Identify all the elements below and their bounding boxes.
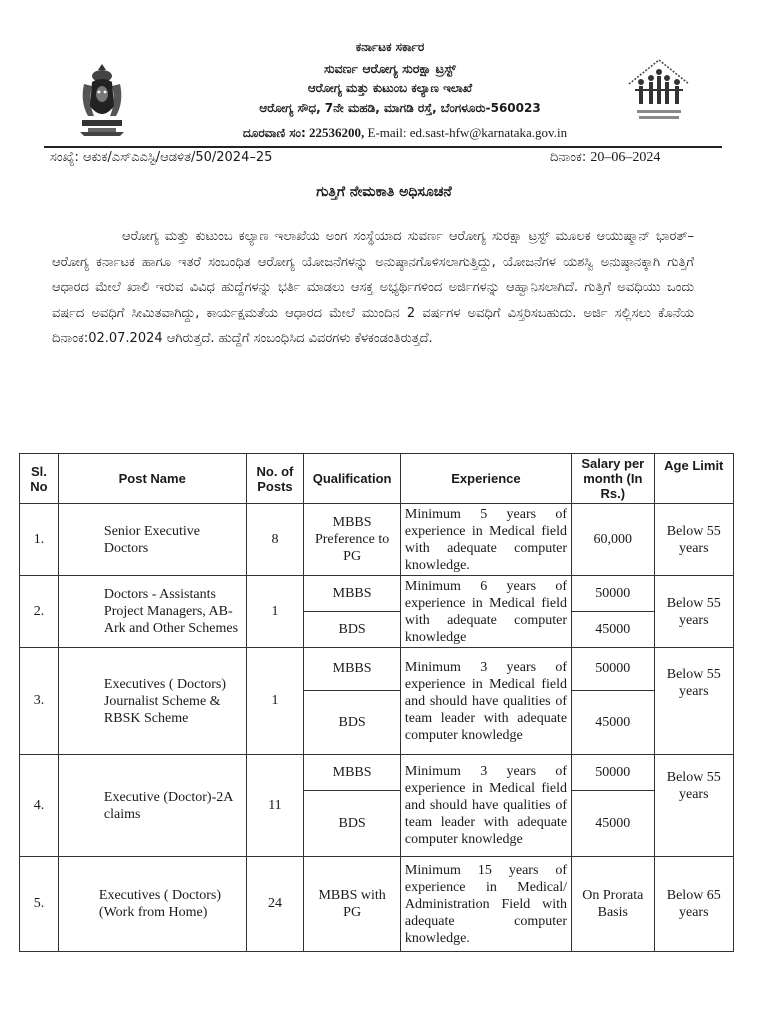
cell-num: 11 — [246, 755, 304, 857]
cell-salary: 50000 — [572, 576, 655, 612]
header-experience: Experience — [400, 454, 571, 504]
department-name: ಆರೋಗ್ಯ ಮತ್ತು ಕುಟುಂಬ ಕಲ್ಯಾಣ ಇಲಾಖೆ — [307, 81, 473, 95]
table-row — [20, 857, 734, 952]
notice-body: ಆರೋಗ್ಯ ಮತ್ತು ಕುಟುಂಬ ಕಲ್ಯಾಣ ಇಲಾಖೆಯ ಅಂಗ ಸಂಸ್ಥೆಯಾದ ಸುವರ್ಣ ಆರೋಗ್ಯ ಸುರಕ್ಷಾ ಟ್ರಸ್ಟ್ ಮೂಲಕ ಆಯುಷ್ಮಾನ್ ಭಾರತ್–ಆರೋಗ್ಯ ಕರ್ನಾಟಕ ಹಾಗೂ ಇತರೆ ಸಂಬಂಧಿತ ಆರೋಗ್ಯ ಯೋಜನೆಗಳನ್ನು ಅನುಷ್ಠಾನಗೊಳಿಸಲಾಗುತ್ತಿದ್ದು, ಯೋಜನೆಗಳ ಯಶಸ್ವಿ ಅನುಷ್ಠಾನಕ್ಕಾಗಿ ಗುತ್ತಿಗೆ ಆಧಾರದ ಮೇಲೆ ಖಾಲಿ ಇರುವ ವಿವಿಧ ಹುದ್ದೆಗಳನ್ನು ಭರ್ತಿ ಮಾಡಲು ಆಸಕ್ತ ಅಭ್ಯರ್ಥಿಗಳಿಂದ ಅರ್ಜಿಗಳನ್ನು ಆಹ್ವಾನಿಸಲಾಗಿದೆ. ಗುತ್ತಿಗೆ ಅವಧಿಯು ಒಂದು ವರ್ಷದ ಅವಧಿಗೆ ಸೀಮಿತವಾಗಿದ್ದು, ಕಾರ್ಯಕ್ಷಮತೆಯ ಆಧಾರದ ಮೇಲೆ ಮುಂದಿನ 2 ವರ್ಷಗಳ ಅವಧಿಗೆ ವಿಸ್ತರಿಸಬಹುದು. ಅರ್ಜಿ ಸಲ್ಲಿಸಲು ಕೊನೆಯ ದಿನಾಂಕ:02.07.2024 ಆಗಿರುತ್ತದೆ. ಹುದ್ದೆಗೆ ಸಂಬಂಧಿಸಿದ ವಿವರಗಳು ಕೆಳಕಂಡಂತಿರುತ್ತದೆ. — [52, 229, 694, 346]
cell-qual: BDS — [304, 691, 401, 755]
table-row — [20, 648, 734, 691]
cell-age: Below 55 years — [654, 648, 733, 755]
cell-salary: 50000 — [572, 755, 655, 791]
cell-exp: Minimum 15 years of experience in Medical/ Administration Field with adequate computer knowledge. — [400, 857, 571, 952]
cell-num: 1 — [246, 576, 304, 648]
cell-post: Executives ( Doctors) Journalist Scheme & RBSK Scheme — [58, 648, 246, 755]
table-header-row — [20, 454, 734, 504]
phone-label: ದೂರವಾಣಿ ಸಂ: — [242, 126, 306, 140]
date-line — [550, 150, 660, 166]
cell-sl: 2. — [20, 576, 59, 648]
cell-qual: BDS — [304, 791, 401, 857]
cell-salary: On Prorata Basis — [572, 857, 655, 952]
header-sl-no: Sl. No — [20, 454, 59, 504]
cell-salary: 60,000 — [572, 504, 655, 576]
cell-age: Below 65 years — [654, 857, 733, 952]
cell-post: Senior Executive Doctors — [58, 504, 246, 576]
cell-exp: Minimum 6 years of experience in Medical field with adequate computer knowledge — [400, 576, 571, 648]
cell-salary: 50000 — [572, 648, 655, 691]
cell-num: 1 — [246, 648, 304, 755]
trust-logo-icon — [627, 54, 691, 128]
cell-qual: MBBS with PG — [304, 857, 401, 952]
notice-title: ಗುತ್ತಿಗೆ ನೇಮಕಾತಿ ಅಧಿಸೂಚನೆ — [316, 184, 452, 200]
date-label: ದಿನಾಂಕ: — [550, 150, 587, 165]
contact-line — [205, 125, 605, 141]
header-divider — [44, 146, 722, 148]
cell-qual: BDS — [304, 612, 401, 648]
cell-num: 24 — [246, 857, 304, 952]
cell-sl: 1. — [20, 504, 59, 576]
cell-post: Doctors - Assistants Project Managers, AB-Ark and Other Schemes — [58, 576, 246, 648]
cell-age: Below 55 years — [654, 504, 733, 576]
cell-num: 8 — [246, 504, 304, 576]
phone-number: 22536200, — [309, 125, 365, 140]
table-row — [20, 755, 734, 791]
header-age-limit: Age Limit — [654, 454, 733, 504]
reference-number: ಸಂಖ್ಯೆ: ಆಕುಕ/ಎಸ್ಎಎಸ್ಟಿ/ಆಡಳಿತ/50/2024–25 — [50, 150, 273, 165]
government-name: ಕರ್ನಾಟಕ ಸರ್ಕಾರ — [355, 40, 425, 54]
cell-qual: MBBS — [304, 576, 401, 612]
cell-exp: Minimum 3 years of experience in Medical field and should have qualities of team leader with adequate computer knowledge — [400, 755, 571, 857]
date-value: 20–06–2024 — [590, 150, 661, 165]
email-text: E-mail: ed.sast-hfw@karnataka.gov.in — [367, 125, 568, 140]
header-post-name: Post Name — [58, 454, 246, 504]
header-no-of-posts: No. of Posts — [246, 454, 304, 504]
karnataka-emblem-icon — [74, 62, 130, 138]
cell-post: Executive (Doctor)-2A claims — [58, 755, 246, 857]
cell-salary: 45000 — [572, 691, 655, 755]
cell-age: Below 55 years — [654, 755, 733, 857]
table-row — [20, 504, 734, 576]
cell-exp: Minimum 5 years of experience in Medical field with adequate computer knowledge. — [400, 504, 571, 576]
cell-age: Below 55 years — [654, 576, 733, 648]
cell-salary: 45000 — [572, 791, 655, 857]
cell-sl: 3. — [20, 648, 59, 755]
cell-post: Executives ( Doctors) (Work from Home) — [58, 857, 246, 952]
cell-sl: 5. — [20, 857, 59, 952]
vacancy-table — [19, 453, 734, 952]
trust-name: ಸುವರ್ಣ ಆರೋಗ್ಯ ಸುರಕ್ಷಾ ಟ್ರಸ್ಟ್ — [324, 61, 456, 76]
address: ಆರೋಗ್ಯ ಸೌಧ, 7ನೇ ಮಹಡಿ, ಮಾಗಡಿ ರಸ್ತೆ, ಬೆಂಗಳೂರು-560023 — [259, 101, 541, 115]
table-row — [20, 576, 734, 612]
header-qualification: Qualification — [304, 454, 401, 504]
cell-qual: MBBS — [304, 648, 401, 691]
cell-sl: 4. — [20, 755, 59, 857]
cell-salary: 45000 — [572, 612, 655, 648]
cell-qual: MBBS Preference to PG — [304, 504, 401, 576]
header-salary: Salary per month (In Rs.) — [572, 454, 655, 504]
cell-qual: MBBS — [304, 755, 401, 791]
cell-exp: Minimum 3 years of experience in Medical field and should have qualities of team leader with adequate computer knowledge — [400, 648, 571, 755]
